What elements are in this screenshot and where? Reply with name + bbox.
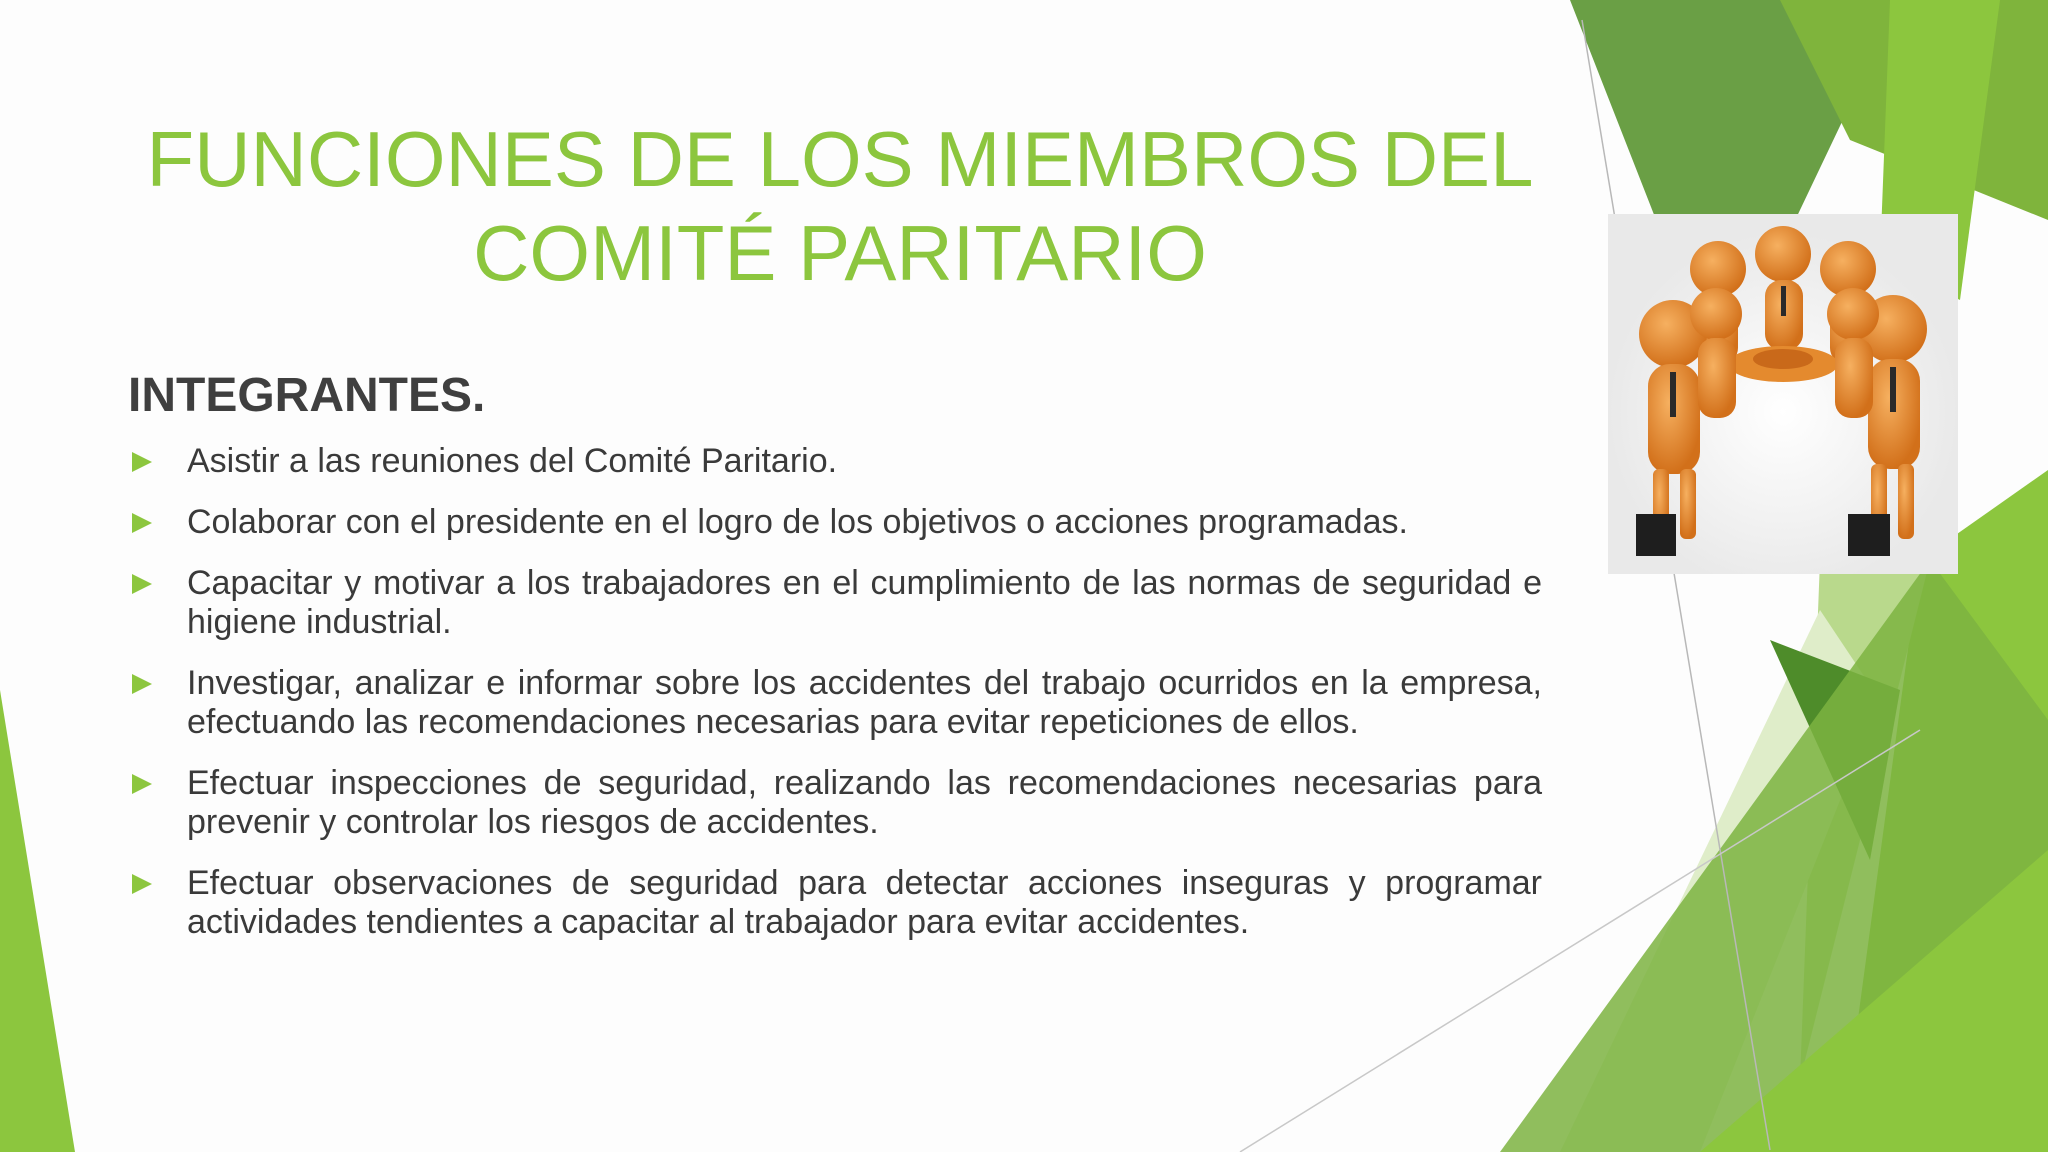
left-green-shape bbox=[0, 690, 75, 1152]
bullet-text: Efectuar observaciones de seguridad para detectar acciones inseguras y programar actividades tendientes a capacitar al trabajador para evitar accidentes. bbox=[187, 864, 1542, 941]
bullet-triangle-icon bbox=[132, 774, 152, 794]
bullet-triangle-icon bbox=[132, 674, 152, 694]
bullet-item bbox=[132, 664, 1542, 742]
bullet-text: Efectuar inspecciones de seguridad, realizando las recomendaciones necesarias para prevenir y controlar los riesgos de accidentes. bbox=[187, 764, 1542, 841]
team-figures-svg bbox=[1608, 214, 1958, 574]
bullet-triangle-icon bbox=[132, 574, 152, 594]
bullet-item bbox=[132, 503, 1542, 542]
bullet-text: Colaborar con el presidente en el logro de los objetivos o acciones programadas. bbox=[187, 503, 1408, 541]
slide-title-line2: COMITÉ PARITARIO bbox=[473, 209, 1207, 297]
bullet-triangle-icon bbox=[132, 513, 152, 533]
bullet-text: Asistir a las reuniones del Comité Paritario. bbox=[187, 442, 838, 480]
section-heading: INTEGRANTES. bbox=[128, 369, 486, 422]
bullet-item bbox=[132, 764, 1542, 842]
bullet-item bbox=[132, 864, 1542, 942]
bullet-triangle-icon bbox=[132, 452, 152, 472]
slide-title bbox=[130, 112, 1550, 300]
slide-title-line1: FUNCIONES DE LOS MIEMBROS DEL bbox=[146, 115, 1534, 203]
bullet-triangle-icon bbox=[132, 874, 152, 894]
team-figures-illustration bbox=[1608, 214, 1958, 574]
bullet-text: Capacitar y motivar a los trabajadores en el cumplimiento de las normas de seguridad e higiene industrial. bbox=[187, 564, 1542, 641]
bullet-text: Investigar, analizar e informar sobre los accidentes del trabajo ocurridos en la empresa, efectuando las recomendaciones necesarias para evitar repeticiones de ellos. bbox=[187, 664, 1542, 741]
bullet-item bbox=[132, 442, 1542, 481]
bullet-list bbox=[132, 442, 1542, 964]
bullet-item bbox=[132, 564, 1542, 642]
